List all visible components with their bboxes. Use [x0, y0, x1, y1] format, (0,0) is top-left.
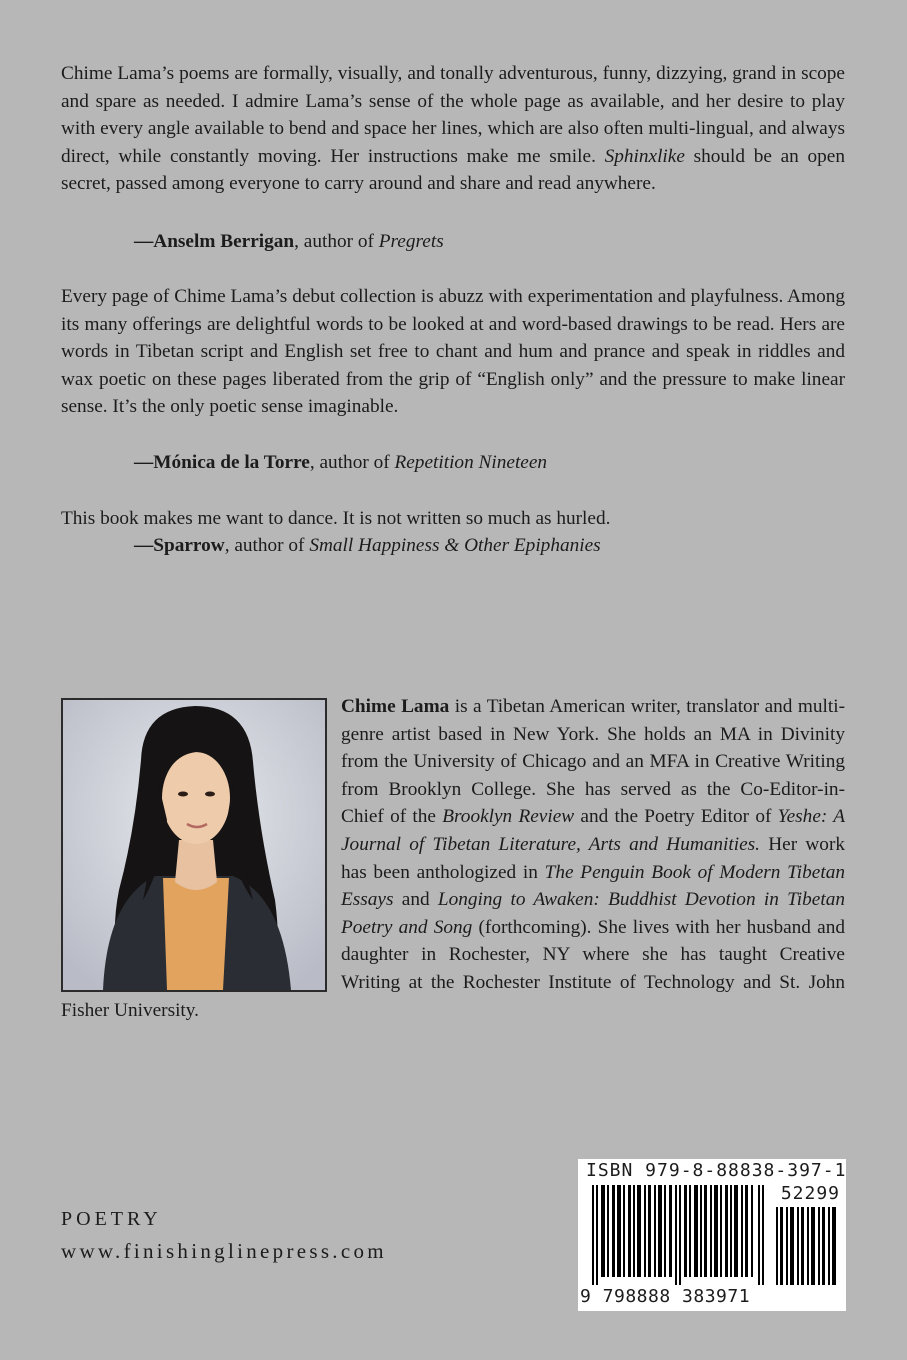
bio-text-1: is a Tibetan American writer, translator and multi-genre artist based in New York. She holds an MA in Divinity from the University of Chicago and an MFA in Creative Writing from Brooklyn College. She has served as the Co-Editor-in-Chief of the: [341, 696, 845, 828]
blurb-3-author-of: , author of: [224, 535, 310, 556]
bio-italic-3: The Penguin Book of Modern Tibetan Essays: [341, 861, 846, 911]
isbn-barcode: [578, 1159, 846, 1311]
blurb-1-author-of: , author of: [294, 231, 379, 252]
blurb-3-book: Small Happiness & Other Epiphanies: [309, 535, 601, 556]
blurb-2-attribution: [134, 449, 547, 477]
bio-italic-4: Longing to Awaken: Buddhist Devotion in Tibetan Poetry and Song: [341, 889, 845, 938]
bio-name: Chime Lama: [341, 696, 450, 717]
blurb-1-title: Sphinxlike: [604, 145, 685, 167]
blurb-2: Every page of Chime Lama’s debut collection is abuzz with experimentation and playfulness. Among its many offerings are delightful words to be looked at and word-based drawings to be read. Hers are words in Tibetan script and English set free to chant and hum and prance and speak in riddles and wax poetic on these pages liberated from the grip of “English only” and the pressure to make linear sense. It’s the only poetic sense imaginable.: [61, 286, 845, 418]
bio-text-2: and the Poetry Editor of: [574, 806, 778, 828]
author-bio: [61, 693, 845, 1024]
bio-text-4: and: [393, 889, 438, 911]
bio-text-3: Her work has been anthologized in: [341, 833, 846, 883]
blurb-1-text-b: should be an open secret, passed among everyone to carry around and share and read anywhere.: [61, 145, 845, 195]
blurb-1-text-a: Chime Lama’s poems are formally, visually, and tonally adventurous, funny, dizzying, grand in scope and spare as needed. I admire Lama’s sense of the whole page as available, and her desire to play with every angle available to bend and space her lines, which are also often multi-lingual, and always direct, while constantly moving. Her instructions make me smile.: [61, 63, 845, 167]
blurb-3: This book makes me want to dance. It is not written so much as hurled.: [61, 508, 611, 529]
price-code: 52299: [780, 1183, 840, 1204]
bio-italic-1: Brooklyn Review: [442, 806, 575, 828]
blurb-3-author: —Sparrow: [134, 535, 225, 556]
blurb-1-book: Pregrets: [378, 231, 444, 252]
blurb-2-book: Repetition Nineteen: [394, 452, 548, 473]
bio-text-5: (forthcoming). She lives with her husband and daughter in Rochester, NY where she has taught Creative Writing at the Rochester Institute of Technology and St. John Fisher University.: [61, 916, 845, 1021]
blurb-3-attribution: [134, 532, 601, 560]
publisher-url: www.finishinglinepress.com: [61, 1239, 387, 1263]
addon-barcode-bars: [774, 1207, 838, 1285]
blurb-1-attribution: [134, 228, 444, 256]
main-barcode-bars: [590, 1185, 768, 1285]
genre-label: POETRY: [61, 1208, 162, 1230]
blurb-1-author: —Anselm Berrigan: [134, 231, 295, 252]
barcode-digits: 9 798888 383971: [580, 1286, 751, 1307]
bio-italic-2: Yeshe: A Journal of Tibetan Literature, Arts and Humanities.: [341, 806, 845, 855]
blurb-2-author-of: , author of: [309, 452, 395, 473]
isbn-label: ISBN 979-8-88838-397-1: [586, 1160, 847, 1181]
blurb-2-author: —Mónica de la Torre: [134, 452, 310, 473]
blurb-1: [61, 60, 845, 198]
